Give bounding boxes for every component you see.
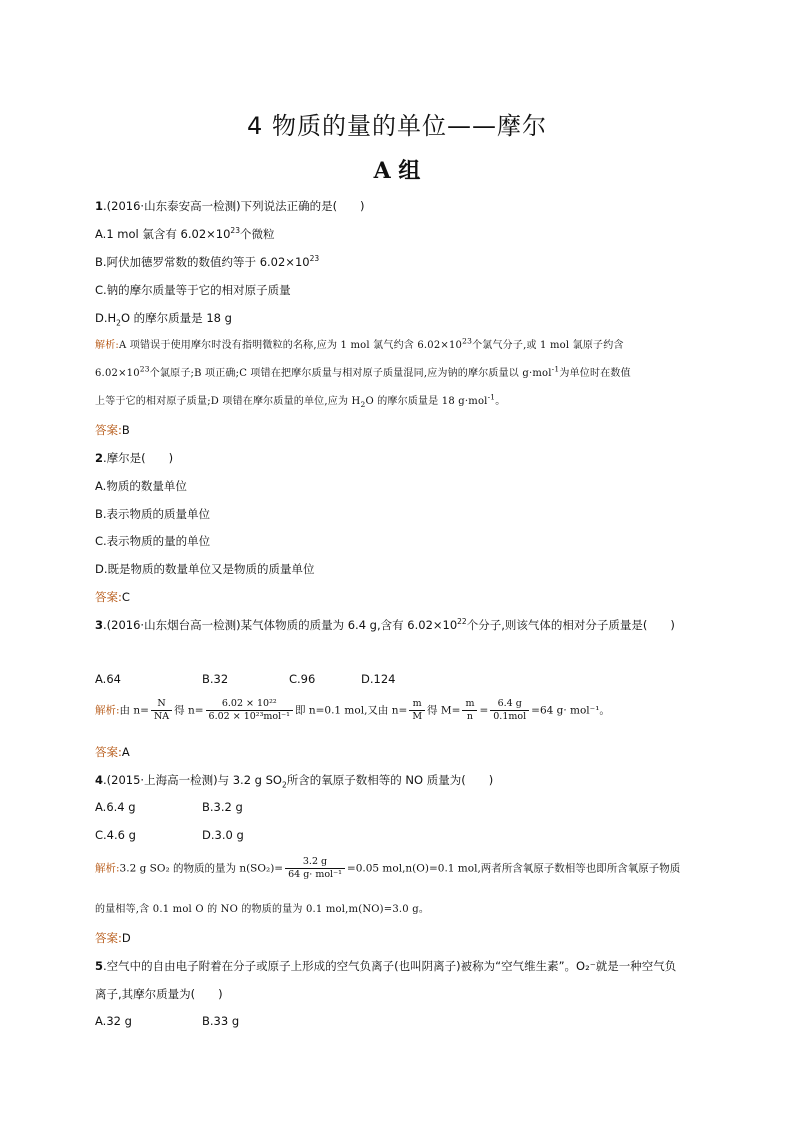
stem-text: .(2016·山东烟台高一检测)某气体物质的质量为 6.4 g,含有 6.02×10 xyxy=(103,618,458,632)
question-4-explanation-line-1 xyxy=(95,856,680,881)
question-2-option-d: D.既是物质的数量单位又是物质的质量单位 xyxy=(95,562,315,576)
subscript: 2 xyxy=(281,780,287,790)
question-5-option-b: B.33 g xyxy=(202,1014,240,1028)
superscript: -1 xyxy=(487,392,496,402)
explanation-text: =0.05 mol,n(O)=0.1 mol,两者所含氧原子数相等也即所含氧原子物质 xyxy=(346,862,681,875)
explanation-text: 为单位时在数值 xyxy=(559,368,631,379)
question-3-option-a: A.64 xyxy=(95,672,121,686)
question-2-option-a: A.物质的数量单位 xyxy=(95,479,187,493)
question-4-stem xyxy=(95,772,493,788)
explanation-text: O 的摩尔质量是 18 g·mol xyxy=(365,396,488,407)
fraction xyxy=(462,698,477,723)
superscript: 23 xyxy=(462,336,473,346)
explanation-label: 解析: xyxy=(95,340,119,351)
question-3-option-b: B.32 xyxy=(202,672,229,686)
answer-label: 答案: xyxy=(95,931,122,945)
question-3-explanation xyxy=(95,698,610,723)
question-3-option-d: D.124 xyxy=(361,672,396,686)
option-text: O 的摩尔质量是 18 g xyxy=(120,311,232,325)
explanation-text: 个氯气分子,或 1 mol 氯原子约含 xyxy=(472,340,624,351)
stem-text: 所含的氧原子数相等的 NO 质量为( ) xyxy=(286,773,494,787)
stem-text: .摩尔是( ) xyxy=(103,451,174,465)
question-number: 3 xyxy=(95,618,104,632)
question-2-answer xyxy=(95,589,130,605)
answer-label: 答案: xyxy=(95,745,122,759)
subscript: 2 xyxy=(360,400,366,409)
superscript: 22 xyxy=(457,617,467,627)
question-4-option-a: A.6.4 g xyxy=(95,800,136,814)
question-5-stem-line-2: 离子,其摩尔质量为( ) xyxy=(95,987,223,1001)
option-text: D.H xyxy=(95,311,117,325)
question-1-explanation-line-1 xyxy=(95,338,624,354)
fraction xyxy=(285,856,345,881)
explanation-text: 得 M= xyxy=(427,704,461,717)
explanation-text: 6.02×10 xyxy=(95,368,140,379)
fraction-denominator: n xyxy=(466,711,473,722)
answer-value: D xyxy=(121,931,131,945)
fraction-numerator: 3.2 g xyxy=(285,856,345,869)
question-1-option-b xyxy=(95,254,319,270)
fraction-denominator: 0.1mol xyxy=(493,711,527,722)
fraction-denominator: M xyxy=(412,711,423,722)
question-1-option-d xyxy=(95,310,232,326)
fraction-denominator: NA xyxy=(153,711,170,722)
stem-text: .(2015·上海高一检测)与 3.2 g SO xyxy=(103,773,282,787)
answer-label: 答案: xyxy=(95,590,122,604)
stem-text: 个分子,则该气体的相对分子质量是( ) xyxy=(466,618,675,632)
question-1-explanation-line-2 xyxy=(95,366,631,382)
superscript: 23 xyxy=(309,254,320,264)
option-text: B.阿伏加德罗常数的数值约等于 6.02×10 xyxy=(95,255,310,269)
stem-text: .(2016·山东泰安高一检测)下列说法正确的是( ) xyxy=(103,199,365,213)
fraction-numerator: m xyxy=(462,698,477,711)
question-2-option-c: C.表示物质的量的单位 xyxy=(95,534,211,548)
option-text: A.1 mol 氯含有 6.02×10 xyxy=(95,227,231,241)
explanation-text: 上等于它的相对原子质量;D 项错在摩尔质量的单位,应为 H xyxy=(95,396,361,407)
explanation-label: 解析: xyxy=(95,704,120,717)
explanation-text: =64 g· mol⁻¹。 xyxy=(531,704,610,717)
question-2-stem xyxy=(95,450,173,466)
explanation-text: 个氯原子;B 项正确;C 项错在把摩尔质量与相对原子质量混同,应为钠的摩尔质量以 g·mol xyxy=(149,368,552,379)
subscript: 2 xyxy=(116,318,121,328)
question-3-stem xyxy=(95,617,675,633)
superscript: 23 xyxy=(139,364,150,374)
fraction-numerator: 6.4 g xyxy=(490,698,529,711)
group-heading: A 组 xyxy=(373,158,421,184)
fraction xyxy=(206,698,293,723)
fraction xyxy=(409,698,425,723)
fraction xyxy=(490,698,529,723)
option-text: 个微粒 xyxy=(239,227,275,241)
question-4-explanation-line-2: 的量相等,含 0.1 mol O 的 NO 的物质的量为 0.1 mol,m(NO)=3.0 g。 xyxy=(95,904,430,915)
question-1-explanation-line-3 xyxy=(95,394,506,410)
question-3-option-c: C.96 xyxy=(289,672,316,686)
answer-value: C xyxy=(121,590,130,604)
stem-text: .空气中的自由电子附着在分子或原子上形成的空气负离子(也叫阴离子)被称为“空气维生素”。O₂⁻就是一种空气负 xyxy=(103,959,677,973)
question-1-option-a xyxy=(95,226,274,242)
question-number: 4 xyxy=(95,773,104,787)
fraction xyxy=(151,698,172,723)
explanation-text: 即 n=0.1 mol,又由 n= xyxy=(295,704,408,717)
answer-value: B xyxy=(121,423,130,437)
fraction-denominator: 64 g· mol⁻¹ xyxy=(288,869,342,880)
question-2-option-b: B.表示物质的质量单位 xyxy=(95,507,211,521)
explanation-text: 得 n= xyxy=(174,704,204,717)
explanation-text: A 项错误于使用摩尔时没有指明微粒的名称,应为 1 mol 氯气约含 6.02×10 xyxy=(118,340,463,351)
fraction-numerator: N xyxy=(151,698,172,711)
question-number: 1 xyxy=(95,199,104,213)
question-number: 2 xyxy=(95,451,104,465)
superscript: 23 xyxy=(230,226,240,236)
answer-value: A xyxy=(121,745,130,759)
question-5-stem-line-1 xyxy=(95,958,676,974)
question-4-option-b: B.3.2 g xyxy=(202,800,243,814)
question-4-option-c: C.4.6 g xyxy=(95,828,136,842)
explanation-text: 3.2 g SO₂ 的物质的量为 n(SO₂)= xyxy=(119,862,284,875)
answer-label: 答案: xyxy=(95,423,122,437)
question-1-answer xyxy=(95,422,130,438)
question-5-option-a: A.32 g xyxy=(95,1014,132,1028)
question-4-answer xyxy=(95,930,131,946)
fraction-denominator: 6.02 × 10²³mol⁻¹ xyxy=(208,711,290,722)
explanation-text: 由 n= xyxy=(119,704,149,717)
question-1-stem xyxy=(95,198,365,214)
superscript: -1 xyxy=(551,364,560,374)
page-title: 4 物质的量的单位——摩尔 xyxy=(247,112,547,140)
fraction-numerator: m xyxy=(409,698,425,711)
question-4-option-d: D.3.0 g xyxy=(202,828,244,842)
explanation-text: = xyxy=(479,704,489,717)
fraction-numerator: 6.02 × 10²² xyxy=(206,698,293,711)
question-number: 5 xyxy=(95,959,104,973)
explanation-text: 。 xyxy=(495,396,506,407)
question-3-answer xyxy=(95,744,130,760)
question-1-option-c: C.钠的摩尔质量等于它的相对原子质量 xyxy=(95,283,291,297)
explanation-label: 解析: xyxy=(95,862,120,875)
